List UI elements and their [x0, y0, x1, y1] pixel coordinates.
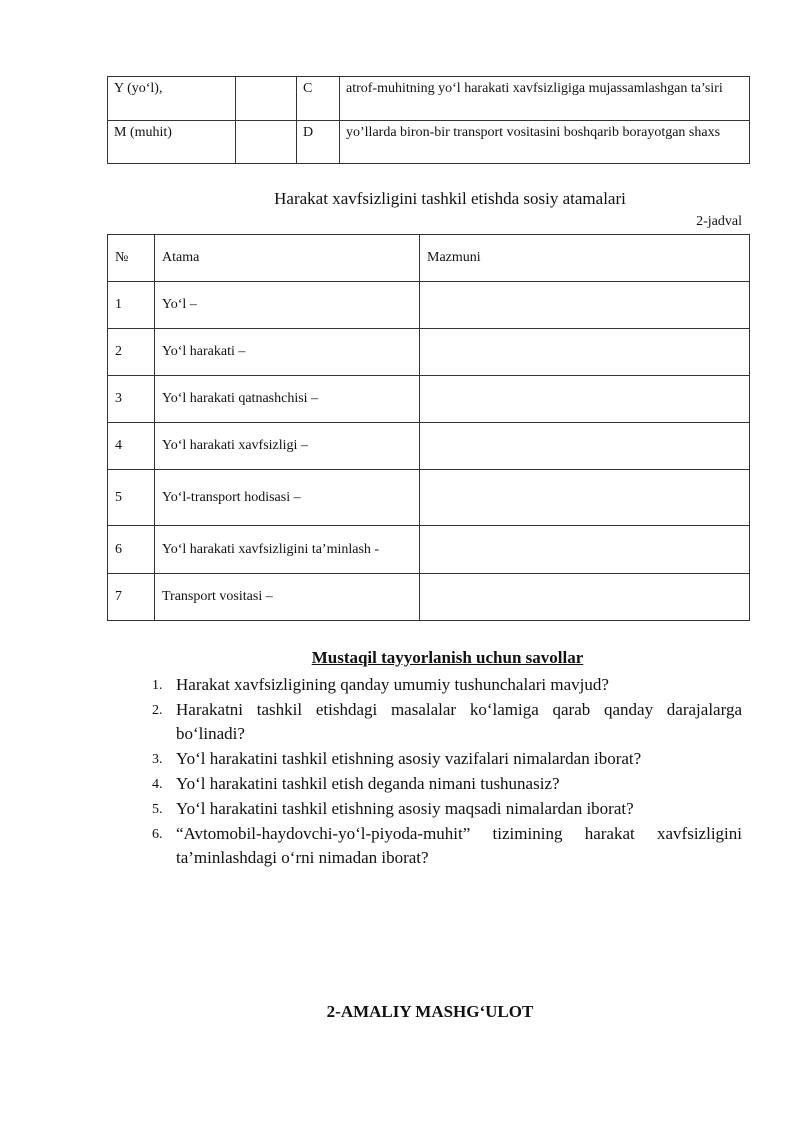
row-term: Yo‘l harakati – [155, 329, 420, 376]
question-number: 4. [152, 777, 163, 792]
table-row [108, 526, 750, 574]
table-row [108, 282, 750, 329]
question-number: 2. [152, 703, 163, 718]
row-content [420, 282, 750, 329]
row-term: Yo‘l harakati qatnashchisi – [155, 376, 420, 423]
row-term: Yo‘l – [155, 282, 420, 329]
terms-matching-table [107, 76, 750, 164]
row-num: 1 [108, 282, 155, 329]
terms-table [107, 234, 750, 621]
question-number: 6. [152, 827, 163, 842]
header-term: Atama [155, 235, 420, 282]
letter-cell: D [297, 121, 340, 164]
row-num: 5 [108, 470, 155, 526]
table-header-row [108, 235, 750, 282]
question-number: 5. [152, 802, 163, 817]
blank-cell [236, 121, 297, 164]
row-content [420, 329, 750, 376]
table-row [108, 423, 750, 470]
row-num: 3 [108, 376, 155, 423]
term-cell: Y (yo‘l), [108, 77, 236, 121]
row-content [420, 526, 750, 574]
question-item [152, 797, 742, 821]
row-num: 4 [108, 423, 155, 470]
question-number: 1. [152, 678, 163, 693]
row-num: 2 [108, 329, 155, 376]
blank-cell [236, 77, 297, 121]
question-text: Harakat xavfsizligining qanday umumiy tushunchalari mavjud? [176, 675, 609, 694]
question-text: Yo‘l harakatini tashkil etish deganda nimani tushunasiz? [176, 774, 560, 793]
table-number-label: 2-jadval [696, 214, 742, 229]
table-row [108, 329, 750, 376]
table-row [108, 574, 750, 621]
question-text: Yo‘l harakatini tashkil etishning asosiy vazifalari nimalardan iborat? [176, 749, 642, 768]
question-number: 3. [152, 752, 163, 767]
question-text: “Avtomobil-haydovchi-yo‘l-piyoda-muhit” tizimining harakat xavfsizligini ta’minlashdagi o‘rni nimadan iborat? [176, 824, 742, 867]
row-term: Yo‘l harakati xavfsizligini ta’minlash - [155, 526, 420, 574]
row-content [420, 574, 750, 621]
table-row [108, 121, 750, 164]
table-row [108, 470, 750, 526]
question-text: Yo‘l harakatini tashkil etishning asosiy maqsadi nimalardan iborat? [176, 799, 634, 818]
question-text: Harakatni tashkil etishdagi masalalar ko‘lamiga qarab qanday darajalarga bo‘linadi? [176, 700, 742, 743]
row-content [420, 423, 750, 470]
row-term: Yo‘l-transport hodisasi – [155, 470, 420, 526]
table-row [108, 376, 750, 423]
row-content [420, 470, 750, 526]
section-heading: 2-AMALIY MASHG‘ULOT [326, 1002, 534, 1021]
question-item [152, 822, 742, 870]
question-item [152, 673, 742, 697]
row-num: 7 [108, 574, 155, 621]
question-item [152, 772, 742, 796]
row-content [420, 376, 750, 423]
header-content: Mazmuni [420, 235, 750, 282]
question-item [152, 747, 742, 771]
table-title: Harakat xavfsizligini tashkil etishda sosiy atamalari [274, 189, 626, 208]
questions-list [152, 673, 742, 871]
questions-heading: Mustaqil tayyorlanish uchun savollar [311, 648, 584, 667]
row-term: Yo‘l harakati xavfsizligi – [155, 423, 420, 470]
term-cell: M (muhit) [108, 121, 236, 164]
question-item [152, 698, 742, 746]
definition-cell: yo’llarda biron-bir transport vositasini boshqarib borayotgan shaxs [340, 121, 750, 164]
header-num: № [108, 235, 155, 282]
row-term: Transport vositasi – [155, 574, 420, 621]
letter-cell: C [297, 77, 340, 121]
table-row [108, 77, 750, 121]
definition-cell: atrof-muhitning yo‘l harakati xavfsizligiga mujassamlashgan ta’siri [340, 77, 750, 121]
row-num: 6 [108, 526, 155, 574]
